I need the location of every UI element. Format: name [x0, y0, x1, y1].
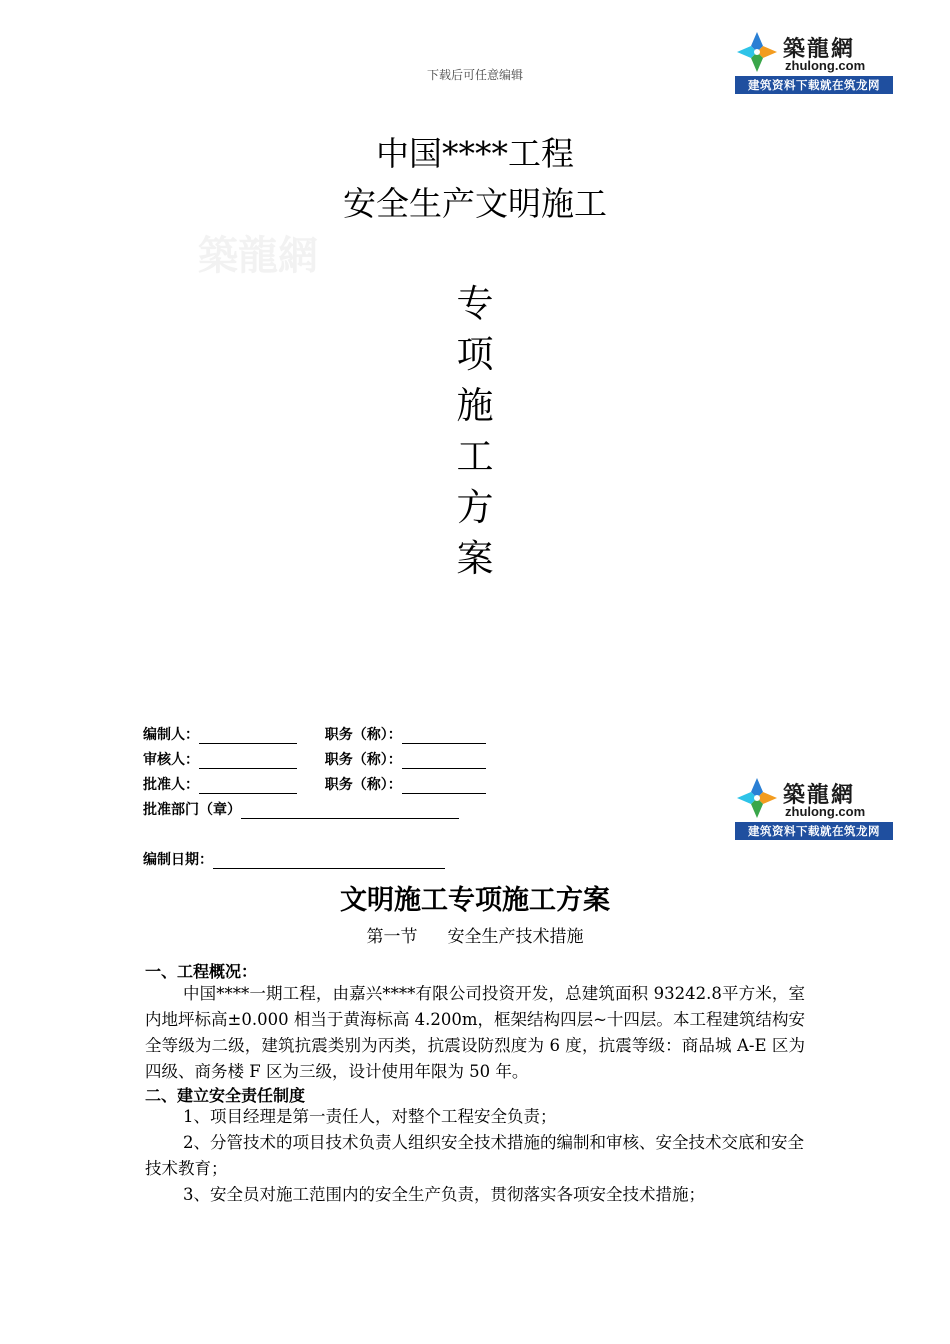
zhulong-logo-mid [735, 776, 893, 840]
logo-name-cn: 築龍網 [783, 783, 856, 808]
vertical-char: 项 [456, 333, 494, 376]
author-field[interactable] [199, 729, 297, 744]
section-no: 第一节 [366, 927, 418, 947]
vertical-char: 案 [456, 537, 494, 580]
paragraph-project-overview: 中国****一期工程，由嘉兴****有限公司投资开发，总建筑面积 93242.8平方米，室内地坪标高±0.000 相当于黄海标高 4.200m，框架结构四层~十四层。本工程建筑结构安全等级为二级，建筑抗震类别为丙类，抗震设防烈度为 6 度，抗震等级：商品城 A-E 区为四级、商务楼 F 区为三级，设计使用年限为 50 年。 [145, 984, 805, 1081]
form-row-reviewer [143, 749, 486, 769]
author-position-label: 职务（称）： [324, 727, 402, 743]
approver-position-label: 职务（称）： [324, 777, 402, 793]
date-field[interactable] [213, 854, 445, 869]
approver-label: 批准人： [143, 777, 199, 793]
approver-field[interactable] [199, 779, 297, 794]
cover-vertical-title [455, 278, 495, 584]
list-item: 1、项目经理是第一责任人，对整个工程安全负责； [183, 1107, 557, 1126]
form-row-approver [143, 774, 486, 794]
author-label: 编制人： [143, 727, 199, 743]
reviewer-field[interactable] [199, 754, 297, 769]
logo-name-en: zhulong.com [785, 58, 866, 73]
form-row-date [143, 849, 445, 869]
logo-slogan: 建筑资料下载就在筑龙网 [735, 76, 893, 94]
reviewer-position-field[interactable] [402, 754, 486, 769]
dept-label: 批准部门（章） [143, 802, 241, 818]
watermark: 築龍網 [198, 232, 318, 279]
reviewer-position-label: 职务（称）： [324, 752, 402, 768]
logo-name-cn: 築龍網 [783, 37, 856, 62]
heading-safety-responsibility: 二、建立安全责任制度 [145, 1086, 306, 1105]
cover-title-line2: 安全生产文明施工 [343, 184, 607, 223]
vertical-char: 施 [456, 384, 494, 427]
dept-field[interactable] [241, 804, 459, 819]
header-note: 下载后可任意编辑 [426, 68, 523, 82]
cover-title-line1: 中国****工程 [376, 134, 574, 173]
form-row-author [143, 724, 486, 744]
approver-position-field[interactable] [402, 779, 486, 794]
logo-slogan: 建筑资料下载就在筑龙网 [735, 822, 893, 840]
date-label: 编制日期： [143, 852, 213, 868]
logo-name-en: zhulong.com [785, 804, 866, 819]
author-position-field[interactable] [402, 729, 486, 744]
reviewer-label: 审核人： [143, 752, 199, 768]
heading-project-overview: 一、工程概况： [145, 962, 258, 981]
section-title [0, 922, 950, 947]
vertical-char: 方 [456, 486, 494, 529]
section-name: 安全生产技术措施 [447, 927, 584, 947]
zhulong-diamond-icon [737, 32, 777, 72]
form-row-dept [143, 799, 459, 819]
list-item: 3、安全员对施工范围内的安全生产负责，贯彻落实各项安全技术措施； [183, 1185, 705, 1204]
zhulong-diamond-icon [737, 778, 777, 818]
list-item: 2、分管技术的项目技术负责人组织安全技术措施的编制和审核、安全技术交底和安全技术教育； [145, 1133, 804, 1178]
zhulong-logo-top [735, 30, 893, 94]
vertical-char: 专 [456, 282, 494, 325]
doc-title: 文明施工专项施工方案 [340, 885, 610, 916]
vertical-char: 工 [456, 435, 494, 478]
